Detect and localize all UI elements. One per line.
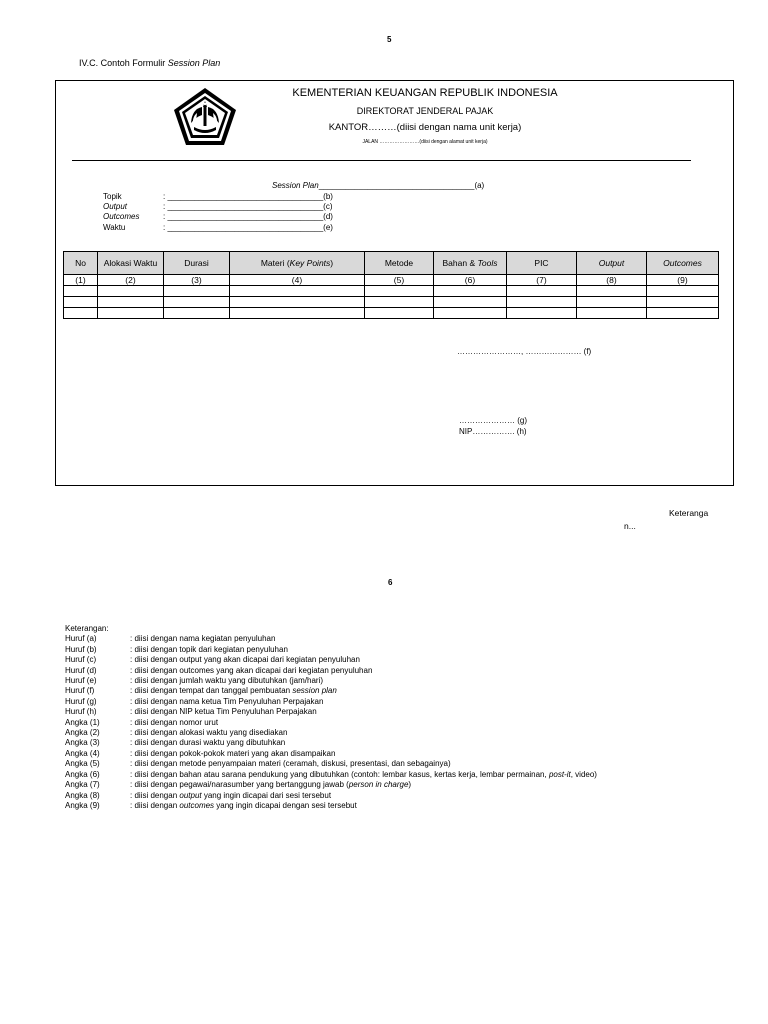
note-label: Huruf (a) [65,634,97,644]
table-cell[interactable] [98,297,164,308]
table-cell[interactable] [365,286,434,297]
table-cell: (2) [98,275,164,286]
directorate-name: DIREKTORAT JENDERAL PAJAK [356,106,494,116]
note-text: : diisi dengan nama kegiatan penyuluhan [130,634,276,644]
note-text: : diisi dengan durasi waktu yang dibutuhkan [130,738,286,748]
note-label: Huruf (b) [65,644,97,654]
table-cell[interactable] [507,297,577,308]
table-cell[interactable] [647,286,719,297]
note-text: : diisi dengan tempat dan tanggal pembuatan session plan [130,686,337,696]
table-row [64,308,719,319]
note-label: Angka (9) [65,800,100,810]
field-row [103,223,333,233]
note-text: : diisi dengan alokasi waktu yang disediakan [130,728,288,738]
note-row [65,634,705,644]
note-label: Angka (7) [65,780,100,790]
table-cell[interactable] [434,286,507,297]
note-row [65,645,705,655]
note-label: Angka (8) [65,790,100,800]
ministry-emblem-icon [172,87,238,147]
note-label: Angka (2) [65,728,100,738]
table-numbering-row [64,275,719,286]
note-label: Angka (4) [65,748,100,758]
field-row [103,192,333,202]
note-text: : diisi dengan NIP ketua Tim Penyuluhan Perpajakan [130,707,317,717]
page-number-2: 6 [388,578,393,587]
header-divider [72,160,691,161]
notes-list [65,634,705,811]
keterangan-fragment-1: Keteranga [669,508,709,518]
note-row [65,801,705,811]
table-header-metode: Metode [365,252,434,275]
note-row [65,780,705,790]
table-header-output: Output [577,252,647,275]
field-row [103,212,333,222]
table-cell[interactable] [507,286,577,297]
note-text: : diisi dengan nomor urut [130,717,219,727]
table-cell[interactable] [365,297,434,308]
page-number: 5 [387,35,392,44]
table-cell[interactable] [434,308,507,319]
note-row [65,791,705,801]
note-row [65,666,705,676]
table-cell[interactable] [577,308,647,319]
table-cell[interactable] [507,308,577,319]
signer-nip-line: NIP……………. (h) [459,427,527,436]
note-label: Huruf (c) [65,655,97,665]
note-label: Angka (5) [65,759,100,769]
table-header-no: No [64,252,98,275]
note-row [65,770,705,780]
table-cell[interactable] [230,297,365,308]
field-row [103,202,333,212]
session-plan-title [272,181,484,190]
note-row [65,707,705,717]
table-cell[interactable] [64,286,98,297]
table-cell[interactable] [230,286,365,297]
table-cell[interactable] [164,308,230,319]
note-row [65,738,705,748]
table-cell[interactable] [647,308,719,319]
note-row [65,686,705,696]
table-header-row [64,252,719,275]
note-label: Huruf (d) [65,665,97,675]
table-cell: (8) [577,275,647,286]
section-title-prefix: IV.C. Contoh Formulir [79,58,168,68]
field-value: : ___________________________________(d) [163,212,333,222]
note-label: Huruf (f) [65,686,95,696]
table-cell: (7) [507,275,577,286]
table-cell[interactable] [64,297,98,308]
office-address: JALAN ……………………(diisi dengan alamat unit kerja) [362,139,488,145]
note-text: : diisi dengan outcomes yang akan dicapai dari kegiatan penyuluhan [130,665,373,675]
note-text: : diisi dengan pokok-pokok materi yang akan disampaikan [130,748,336,758]
table-cell[interactable] [164,286,230,297]
table-header-bahan-tools: Bahan & Tools [434,252,507,275]
field-value: : ___________________________________(c) [163,202,333,212]
session-plan-label: Session Plan [272,181,319,190]
session-plan-marker: (a) [474,181,485,190]
table-cell: (4) [230,275,365,286]
notes-section [65,624,705,811]
note-row [65,759,705,769]
note-text: : diisi dengan bahan atau sarana pendukung yang dibutuhkan (contoh: lembar kasus, kertas kerja, lembar permainan, post-it, video) [130,769,597,779]
table-cell: (1) [64,275,98,286]
note-label: Angka (3) [65,738,100,748]
session-plan-table [63,251,719,319]
table-cell[interactable] [164,297,230,308]
note-label: Angka (1) [65,717,100,727]
note-text: : diisi dengan output yang ingin dicapai dari sesi tersebut [130,790,332,800]
ministry-name: KEMENTERIAN KEUANGAN REPUBLIK INDONESIA [292,87,558,99]
table-row [64,297,719,308]
table-header-materi: Materi (Key Points) [230,252,365,275]
table-row [64,286,719,297]
note-row [65,655,705,665]
signer-name-line: ………………… (g) [459,416,527,425]
table-cell[interactable] [98,286,164,297]
table-cell: (3) [164,275,230,286]
table-cell[interactable] [434,297,507,308]
table-cell[interactable] [98,308,164,319]
field-label: Output [103,202,128,212]
table-cell[interactable] [647,297,719,308]
keterangan-fragment-2: n... [624,521,636,531]
field-label: Waktu [103,222,126,232]
note-label: Angka (6) [65,769,100,779]
note-text: : diisi dengan pegawai/narasumber yang bertanggung jawab (person in charge) [130,780,412,790]
table-cell: (6) [434,275,507,286]
note-row [65,676,705,686]
notes-title: Keterangan: [65,624,109,633]
place-date-line: ……………………, ………………… (f) [457,347,592,356]
table-cell[interactable] [577,286,647,297]
note-row [65,728,705,738]
note-text: : diisi dengan outcomes yang ingin dicapai dengan sesi tersebut [130,800,357,810]
note-row [65,718,705,728]
field-value: : ___________________________________(e) [163,222,333,232]
note-text: : diisi dengan jumlah waktu yang dibutuhkan (jam/hari) [130,676,323,686]
table-cell: (9) [647,275,719,286]
field-value: : ___________________________________(b) [163,192,333,201]
note-row [65,697,705,707]
note-label: Huruf (e) [65,676,97,686]
note-label: Huruf (h) [65,707,97,717]
table-header-durasi: Durasi [164,252,230,275]
note-text: : diisi dengan metode penyampaian materi (ceramah, diskusi, presentasi, dan sebagainya) [130,759,451,769]
office-name: KANTOR………(diisi dengan nama unit kerja) [328,122,522,133]
table-cell[interactable] [64,308,98,319]
field-list [103,192,333,233]
table-cell[interactable] [365,308,434,319]
table-cell: (5) [365,275,434,286]
field-label: Outcomes [103,212,140,222]
note-text: : diisi dengan topik dari kegiatan penyuluhan [130,644,288,654]
session-plan-blank: ___________________________________ [318,181,475,190]
table-header-alokasi-waktu: Alokasi Waktu [98,252,164,275]
table-header-outcomes: Outcomes [647,252,719,275]
table-cell[interactable] [577,297,647,308]
note-text: : diisi dengan nama ketua Tim Penyuluhan Perpajakan [130,696,324,706]
table-cell[interactable] [230,308,365,319]
note-label: Huruf (g) [65,696,97,706]
note-row [65,749,705,759]
table-header-pic: PIC [507,252,577,275]
note-text: : diisi dengan output yang akan dicapai dari kegiatan penyuluhan [130,655,360,665]
section-title [79,58,220,68]
section-title-italic: Session Plan [167,58,221,68]
field-label: Topik [103,192,122,201]
